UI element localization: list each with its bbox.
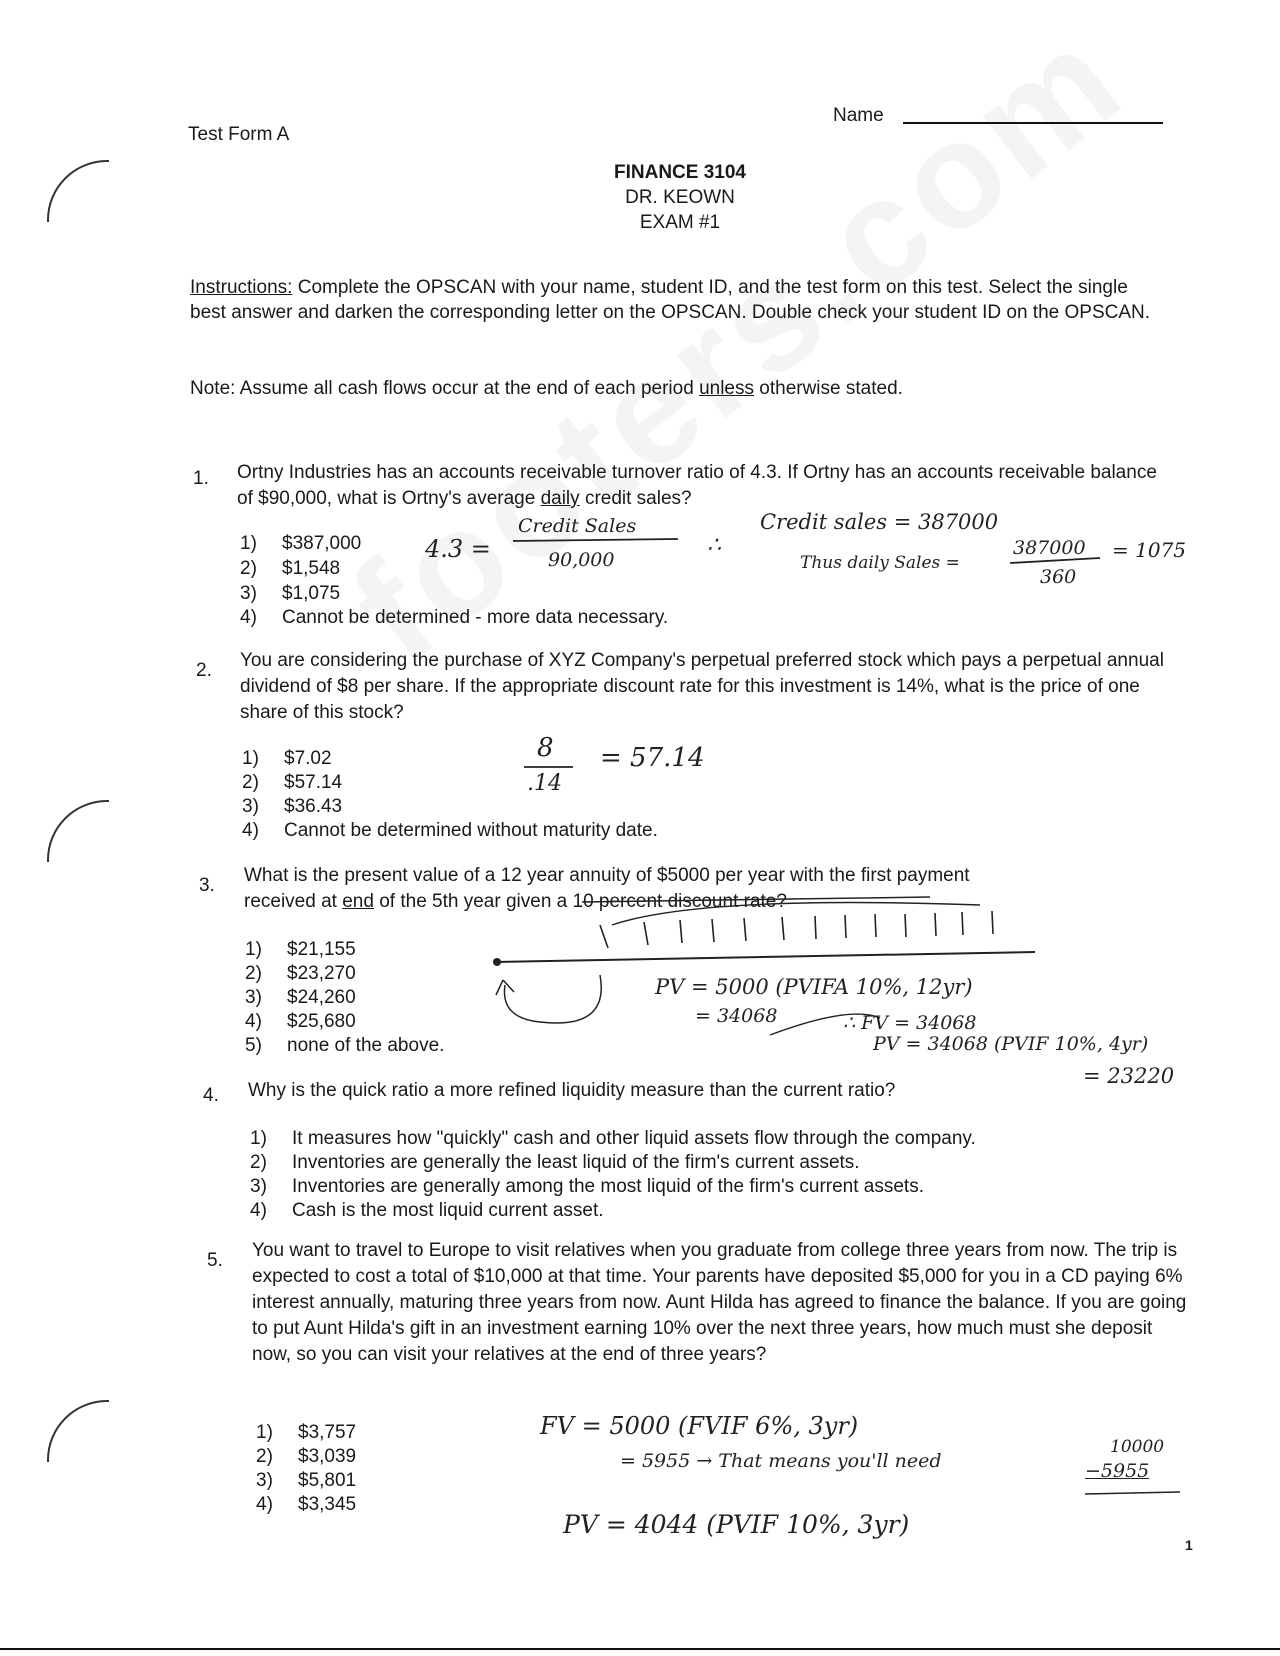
handwritten-note: Credit Sales <box>518 515 637 537</box>
question-number: 1. <box>193 468 209 489</box>
option-number: 3) <box>256 1470 273 1491</box>
option-number: 3) <box>245 987 262 1008</box>
handwritten-note: .14 <box>527 771 562 796</box>
option-number: 4) <box>240 607 257 628</box>
option-label: $23,270 <box>287 963 356 984</box>
option-number: 3) <box>240 583 257 604</box>
course-title: FINANCE 3104 <box>614 162 746 183</box>
option-number: 4) <box>245 1011 262 1032</box>
note-emphasis: unless <box>699 378 754 399</box>
question-2-text: You are considering the purchase of XYZ Company's perpetual preferred stock which pays a perpetual annual dividend of $8 per share. If the appropriate discount rate for this investment is 14%, what is the price of one share of this stock? <box>240 650 1164 723</box>
bottom-edge <box>0 1648 1280 1650</box>
handwritten-note: 4.3 = <box>425 535 491 563</box>
handwritten-note: 360 <box>1040 566 1077 588</box>
handwritten-note: 90,000 <box>548 549 615 571</box>
instructions-label: Instructions: <box>190 277 293 298</box>
question-text: received at <box>244 891 337 912</box>
option-number: 4) <box>256 1494 273 1515</box>
option-label: $5,801 <box>298 1470 357 1491</box>
option-number: 1) <box>250 1128 267 1149</box>
option-label: $24,260 <box>287 987 356 1008</box>
handwritten-note: = 34068 <box>695 1005 778 1027</box>
handwritten-note: PV = 4044 (PVIF 10%, 3yr) <box>563 1510 910 1539</box>
option-label: $7.02 <box>284 748 332 769</box>
handwritten-note: Thus daily Sales = <box>800 553 960 573</box>
handwritten-note: = 23220 <box>1083 1064 1175 1088</box>
curve-arrow <box>770 1014 880 1035</box>
handwritten-note: ∴ FV = 34068 <box>843 1012 977 1034</box>
handwritten-note: FV = 5000 (FVIF 6%, 3yr) <box>540 1412 859 1440</box>
question-text: of the 5th year given a 10 percent discount rate? <box>379 891 787 912</box>
option-label: Cash is the most liquid current asset. <box>292 1200 604 1221</box>
question-number: 3. <box>199 875 215 896</box>
question-3-text-line1: What is the present value of a 12 year annuity of $5000 per year with the first payment <box>244 865 970 886</box>
instructor: DR. KEOWN <box>625 187 735 208</box>
option-label: none of the above. <box>287 1035 445 1056</box>
question-number: 5. <box>207 1250 223 1271</box>
option-label: Inventories are generally among the most liquid of the firm's current assets. <box>292 1176 924 1197</box>
option-number: 2) <box>240 558 257 579</box>
timeline-point <box>493 958 501 966</box>
option-label: $57.14 <box>284 772 343 793</box>
option-number: 1) <box>245 939 262 960</box>
option-number: 4) <box>242 820 259 841</box>
option-label: $21,155 <box>287 939 356 960</box>
option-label: It measures how "quickly" cash and other liquid assets flow through the company. <box>292 1128 976 1149</box>
annuity-bracket <box>612 903 980 926</box>
sum-line <box>1085 1492 1180 1494</box>
option-label: $387,000 <box>282 533 362 554</box>
question-5-text: You want to travel to Europe to visit relatives when you graduate from college three years from now. The trip is expected to cost a total of $10,000 at that time. Your parents have deposited $5,000 for you in a CD paying 6% interest annually, maturing three years from now. Aunt Hilda has agreed to finance the balance. If you are going to put Aunt Hilda's gift in an investment earning 10% over the next three years, how much must she deposit now, so you can visit your relatives at the end of three years? <box>252 1240 1187 1365</box>
handwritten-note: = 57.14 <box>600 743 705 773</box>
option-number: 3) <box>242 796 259 817</box>
option-label: Cannot be determined - more data necessary. <box>282 607 669 628</box>
option-number: 5) <box>245 1035 262 1056</box>
option-number: 2) <box>242 772 259 793</box>
question-text: Ortny Industries has an accounts receivable turnover ratio of 4.3. If Ortny has an accounts receivable balance of $90,000, what is Ortny's average <box>237 462 1157 509</box>
strike-through <box>582 897 930 902</box>
option-label: $3,039 <box>298 1446 357 1467</box>
option-label: $25,680 <box>287 1011 356 1032</box>
fraction-bar <box>513 539 678 541</box>
option-number: 2) <box>256 1446 273 1467</box>
timeline <box>495 952 1035 962</box>
option-number: 1) <box>240 533 257 554</box>
page-number: 1 <box>1185 1537 1193 1553</box>
option-number: 2) <box>250 1152 267 1173</box>
note-text-before: Assume all cash flows occur at the end of each period <box>239 378 694 399</box>
handwritten-note: 10000 <box>1110 1437 1165 1457</box>
note-text-after: otherwise stated. <box>759 378 903 399</box>
option-label: $1,548 <box>282 558 341 579</box>
discount-arrow <box>504 975 601 1023</box>
note-label: Note: <box>190 378 236 399</box>
instructions-text: Complete the OPSCAN with your name, student ID, and the test form on this test. Select the single best answer and darken the corresponding letter on the OPSCAN. Double check your student ID on the OPSCAN. <box>190 277 1151 323</box>
name-label: Name <box>833 105 884 126</box>
test-form-label: Test Form A <box>188 124 290 145</box>
handwritten-note: PV = 5000 (PVIFA 10%, 12yr) <box>655 975 973 999</box>
option-number: 1) <box>242 748 259 769</box>
option-label: $3,757 <box>298 1422 357 1443</box>
question-number: 4. <box>203 1085 219 1106</box>
question-emphasis: daily <box>540 488 580 509</box>
question-emphasis: end <box>342 891 374 912</box>
question-number: 2. <box>196 660 212 681</box>
handwritten-note: = 1075 <box>1112 538 1187 562</box>
handwritten-note: ∴ <box>707 533 721 558</box>
option-label: Inventories are generally the least liquid of the firm's current assets. <box>292 1152 860 1173</box>
option-label: $36.43 <box>284 796 343 817</box>
handwritten-note: PV = 34068 (PVIF 10%, 4yr) <box>873 1033 1149 1055</box>
exam-title: EXAM #1 <box>639 212 721 233</box>
question-text: credit sales? <box>584 488 692 509</box>
option-label: $1,075 <box>282 583 341 604</box>
option-number: 2) <box>245 963 262 984</box>
option-number: 1) <box>256 1422 273 1443</box>
fraction-bar <box>1010 558 1100 563</box>
handwritten-note: Credit sales = 387000 <box>760 510 999 534</box>
option-number: 3) <box>250 1176 267 1197</box>
handwritten-note: 387000 <box>1013 537 1086 559</box>
cash-flow-arrows <box>600 911 993 948</box>
handwritten-note: 8 <box>537 733 554 763</box>
question-4-text: Why is the quick ratio a more refined liquidity measure than the current ratio? <box>248 1080 896 1101</box>
handwritten-note: = 5955 → That means you'll need <box>620 1450 942 1472</box>
option-label: Cannot be determined without maturity date. <box>284 820 658 841</box>
handwritten-note: −5955 <box>1085 1460 1150 1482</box>
option-number: 4) <box>250 1200 267 1221</box>
option-label: $3,345 <box>298 1494 357 1515</box>
